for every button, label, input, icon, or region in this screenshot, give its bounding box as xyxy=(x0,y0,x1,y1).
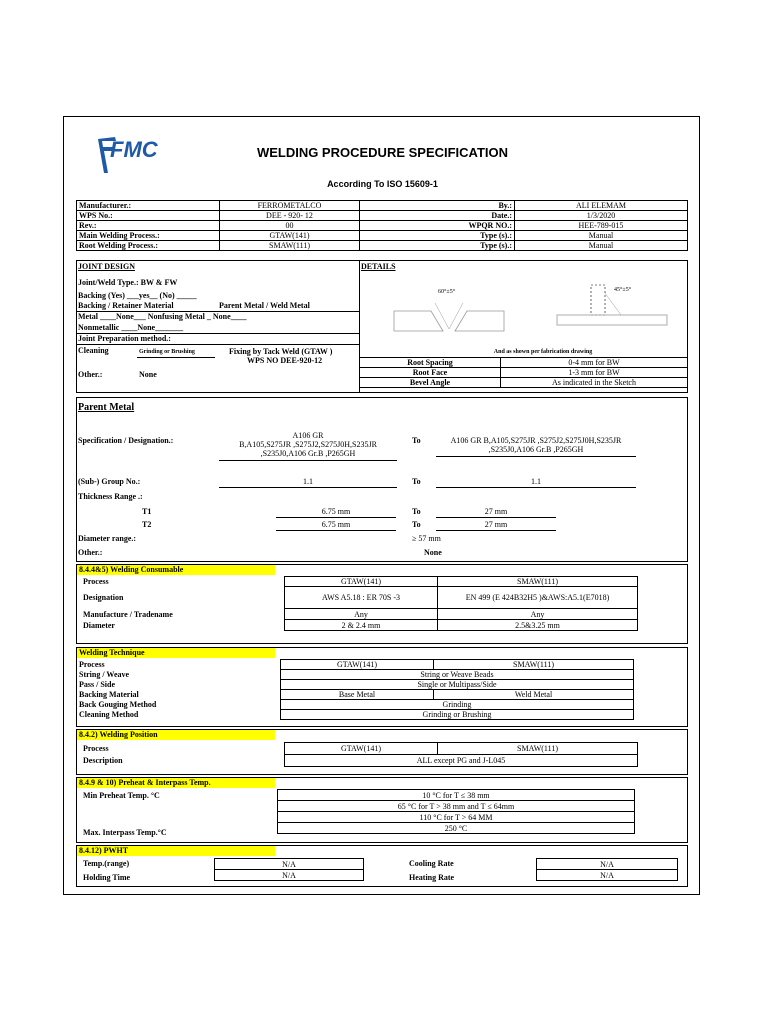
cooling-rate-label: Cooling Rate xyxy=(409,859,454,868)
consumable-table xyxy=(77,576,638,631)
parent-other-value: None xyxy=(424,548,442,557)
details-table xyxy=(359,357,688,388)
position-heading: 8.4.2) Welding Position xyxy=(77,730,275,740)
heating-rate-label: Heating Rate xyxy=(409,873,455,882)
table-row: Manufacturer.: FERROMETALCO By.: ALI ELEMAM xyxy=(77,201,688,211)
document-title: WELDING PROCEDURE SPECIFICATION xyxy=(256,145,509,160)
pwht-table-left xyxy=(214,858,364,881)
table-row: Backing Material Base Metal Weld Metal xyxy=(77,690,634,700)
table-row: Rev.: 00 WPQR NO.: HEE-789-015 xyxy=(77,221,688,231)
joint-type: Joint/Weld Type.: BW & FW xyxy=(78,278,178,287)
min-preheat-label: Min Preheat Temp. °C xyxy=(83,791,160,800)
table-row: Process GTAW(141) SMAW(111) xyxy=(77,577,638,587)
table-row: N/A xyxy=(537,870,678,881)
t1-to: To xyxy=(412,507,421,516)
svg-text:45°±5°: 45°±5° xyxy=(614,287,632,293)
details-heading: DETAILS xyxy=(361,262,396,271)
table-row: Process GTAW(141) SMAW(111) xyxy=(77,660,634,670)
table-row: Pass / Side Single or Multipass/Side xyxy=(77,680,634,690)
svg-text:60°±5°: 60°±5° xyxy=(438,289,456,295)
diameter-value: ≥ 57 mm xyxy=(412,534,441,543)
cleaning-value: Grinding or Brushing xyxy=(139,349,195,355)
preheat-table xyxy=(277,789,635,834)
bevel-sketch xyxy=(389,279,679,335)
backing-line: Backing (Yes) ___yes__ (No) _____ xyxy=(78,291,197,300)
spec-value-2b: ,S235J0,A106 Gr.B ,P265GH xyxy=(488,445,584,454)
metal-line: Metal ____None___ Nonfusing Metal _ None____ xyxy=(78,312,247,321)
technique-heading: Welding Technique xyxy=(77,648,275,658)
other-label: Other.: xyxy=(78,370,103,379)
table-row: N/A xyxy=(215,870,364,881)
table-row: 110 °C for T > 64 MM xyxy=(278,812,635,823)
thickness-label: Thickness Range .: xyxy=(78,492,143,501)
diameter-label: Diameter range.: xyxy=(78,534,137,543)
spec-label: Specification / Designation.: xyxy=(78,436,174,445)
table-row: Diameter 2 & 2.4 mm 2.5&3.25 mm xyxy=(77,620,638,631)
t1-value-2: 27 mm xyxy=(484,507,508,516)
table-row: 10 °C for T ≤ 38 mm xyxy=(278,790,635,801)
t2-label: T2 xyxy=(142,520,152,529)
table-row: Description ALL except PG and J-L045 xyxy=(77,755,638,767)
wps-document xyxy=(63,116,700,895)
t2-to: To xyxy=(412,520,421,529)
pwht-table-right xyxy=(536,858,678,881)
spec-value-1c: ,S235J0,A106 Gr.B ,P265GH xyxy=(260,449,356,458)
table-row: Bevel Angle As indicated in the Sketch xyxy=(360,378,688,388)
spec-value-2a: A106 GR B,A105,S275JR ,S275J2,S275J0H,S235JR xyxy=(450,436,622,445)
other-value: None xyxy=(139,370,157,379)
info-table xyxy=(76,200,688,251)
nonmetallic-line: Nonmetallic ____None_______ xyxy=(78,323,184,332)
table-row: Root Spacing 0-4 mm for BW xyxy=(360,358,688,368)
t1-label: T1 xyxy=(142,507,152,516)
technique-table xyxy=(77,659,634,720)
parent-metal-heading: Parent Metal xyxy=(78,402,135,413)
joint-design-heading: JOINT DESIGN xyxy=(78,262,135,271)
table-row: String / Weave String or Weave Beads xyxy=(77,670,634,680)
spec-value-1b: B,A105,S275JR ,S275J2,S275J0H,S235JR xyxy=(239,440,377,449)
details-caption: And as shown per fabrication drawing xyxy=(493,349,593,355)
pwht-heading: 8.4.12) PWHT xyxy=(77,846,275,856)
parent-other-label: Other.: xyxy=(78,548,103,557)
table-row: Manufacture / Tradename Any Any xyxy=(77,609,638,620)
document-subtitle: According To ISO 15609-1 xyxy=(327,179,438,189)
t2-value-2: 27 mm xyxy=(484,520,508,529)
svg-text:FMC: FMC xyxy=(110,137,158,162)
table-row: 250 °C xyxy=(278,823,635,834)
holding-time-label: Holding Time xyxy=(83,873,131,882)
group-value-1: 1.1 xyxy=(303,477,313,486)
joint-prep-label: Joint Preparation method.: xyxy=(78,334,171,343)
consumable-heading: 8.4.4&5) Welding Consumable xyxy=(77,565,275,575)
table-row: Root Face 1-3 mm for BW xyxy=(360,368,688,378)
table-row: Designation AWS A5.18 : ER 70S -3 EN 499 (E 424B32H5 )&AWS:A5.1(E7018) xyxy=(77,587,638,609)
group-to: To xyxy=(412,477,421,486)
fixing-wps: WPS NO DEE-920-12 xyxy=(247,356,323,365)
cleaning-label: Cleaning xyxy=(78,346,109,355)
temp-range-label: Temp.(range) xyxy=(83,859,130,868)
spec-value-1a: A106 GR xyxy=(292,431,324,440)
table-row: N/A xyxy=(537,859,678,870)
fixing-line: Fixing by Tack Weld (GTAW ) xyxy=(229,347,333,356)
table-row: Root Welding Process.: SMAW(111) Type (s).: Manual xyxy=(77,241,688,251)
position-table xyxy=(77,742,638,767)
group-label: (Sub-) Group No.: xyxy=(78,477,141,486)
table-row: N/A xyxy=(215,859,364,870)
t1-value-1: 6.75 mm xyxy=(321,507,351,516)
backing-material-label: Backing / Retainer Material xyxy=(78,301,174,310)
group-value-2: 1.1 xyxy=(531,477,541,486)
spec-to: To xyxy=(412,436,421,445)
table-row: Cleaning Method Grinding or Brushing xyxy=(77,710,634,720)
table-row: Main Welding Process.: GTAW(141) Type (s).: Manual xyxy=(77,231,688,241)
table-row: 65 °C for T > 38 mm and T ≤ 64mm xyxy=(278,801,635,812)
parent-weld-label: Parent Metal / Weld Metal xyxy=(219,301,310,310)
table-row: WPS No.: DEE - 920- 12 Date.: 1/3/2020 xyxy=(77,211,688,221)
t2-value-1: 6.75 mm xyxy=(321,520,351,529)
preheat-heading: 8.4.9 & 10) Preheat & Interpass Temp. xyxy=(77,778,275,788)
max-interpass-label: Max. Interpass Temp.°C xyxy=(83,828,167,837)
table-row: Back Gouging Method Grinding xyxy=(77,700,634,710)
table-row: Process GTAW(141) SMAW(111) xyxy=(77,743,638,755)
